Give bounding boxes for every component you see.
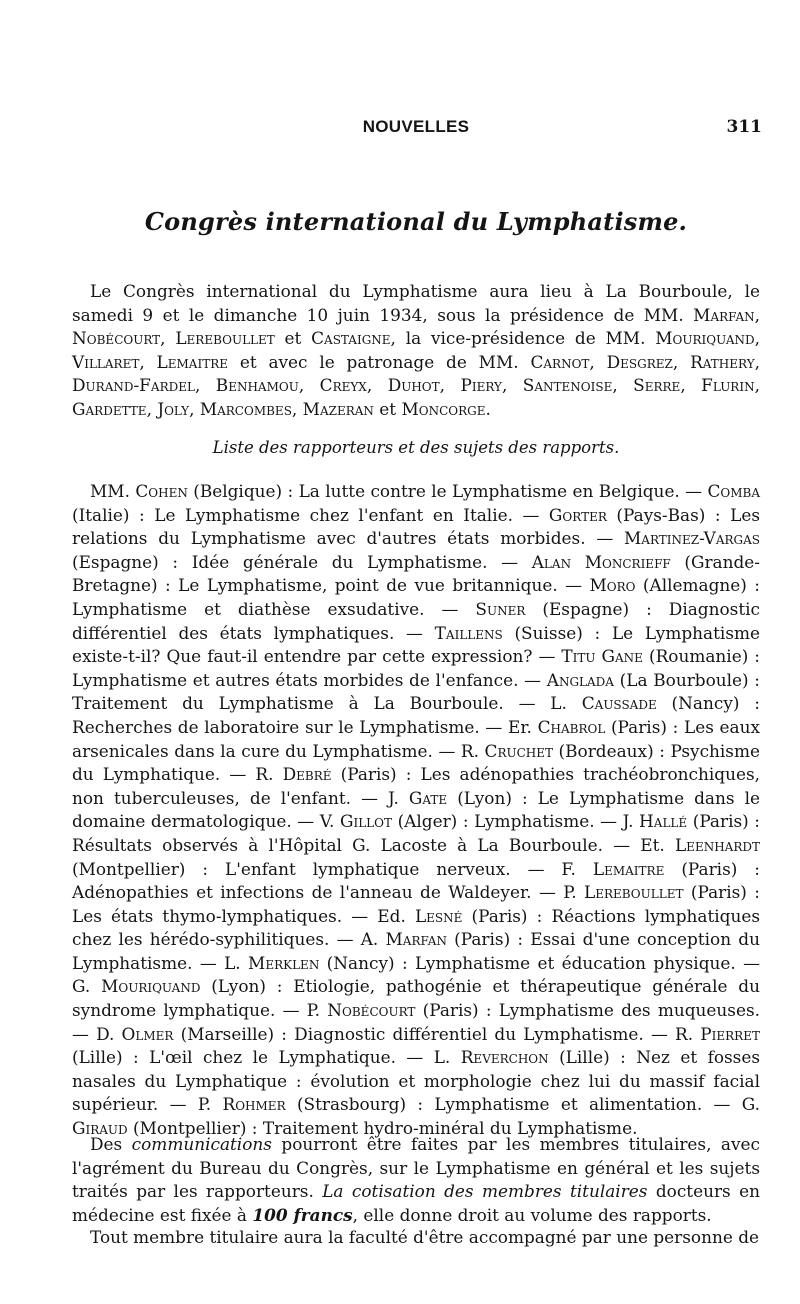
- person-name: Moro: [589, 575, 636, 596]
- person-name: Debré: [282, 764, 332, 785]
- person-name: Cruchet: [484, 740, 553, 761]
- running-title: NOUVELLES: [362, 117, 470, 136]
- person-name: Alan Moncrieff: [531, 551, 671, 572]
- person-name: Lemaitre: [592, 858, 665, 879]
- person-name: Gorter: [548, 504, 607, 525]
- person-name: Creyx: [319, 375, 367, 396]
- person-name: Olmer: [121, 1023, 174, 1044]
- person-name: Marfan: [693, 304, 755, 325]
- person-name: Anglada: [546, 669, 614, 690]
- intro-paragraph: Le Congrès international du Lymphatisme aura lieu à La Bourboule, le samedi 9 et le dimanche 10 juin 1934, sous la présidence de MM. Marfan, Nobécourt, Lereboullet et Castaigne, la vice-présidence de MM. Mouriquand, Villaret, Lemaitre et avec le patronage de MM. Carnot, Desgrez, Rathery, Durand-Fardel, Benhamou, Creyx, Duhot, Piery, Santenoise, Serre, Flurin, Gardette, Joly, Marcombes, Mazeran et Moncorge.: [72, 281, 760, 419]
- person-name: Giraud: [72, 1118, 128, 1139]
- person-name: Nobécourt: [327, 1000, 416, 1021]
- person-name: Cohen: [135, 481, 188, 501]
- person-name: Flurin: [701, 375, 755, 396]
- person-name: Gillot: [339, 811, 392, 832]
- person-name: Desgrez: [606, 351, 673, 372]
- person-name: Chabrol: [537, 716, 606, 737]
- person-name: Joly: [157, 398, 190, 419]
- emphasized-text: 100 francs: [252, 1204, 353, 1225]
- person-name: Leenhardt: [674, 834, 760, 855]
- person-name: Titu Gane: [561, 646, 643, 667]
- person-name: Villaret: [72, 351, 140, 372]
- person-name: Castaigne: [311, 328, 391, 349]
- person-name: Rohmer: [222, 1094, 286, 1115]
- person-name: Piery: [460, 375, 502, 396]
- person-name: Benhamou: [215, 375, 299, 396]
- person-name: Merklen: [248, 952, 320, 973]
- person-name: Caussade: [581, 693, 657, 714]
- person-name: Duhot: [387, 375, 440, 396]
- person-name: Taillens: [434, 622, 503, 643]
- emphasized-text: La cotisation des membres titulaires: [322, 1181, 648, 1202]
- person-name: Suner: [475, 598, 526, 619]
- person-name: Reverchon: [460, 1047, 549, 1068]
- person-name: Marfan: [385, 929, 447, 950]
- person-name: Marcombes: [199, 398, 292, 419]
- person-name: Durand-Fardel: [72, 375, 195, 396]
- rapporteurs-heading: Liste des rapporteurs et des sujets des rapports.: [212, 438, 620, 457]
- person-name: Mazeran: [302, 398, 374, 419]
- person-name: Rathery: [690, 351, 755, 372]
- person-name: Santenoise: [522, 375, 613, 396]
- emphasized-text: communications: [131, 1134, 272, 1154]
- person-name: Moncorge: [401, 398, 486, 419]
- rapporteurs-list-paragraph: MM. Cohen (Belgique) : La lutte contre le Lymphatisme en Belgique. — Comba (Italie) : Le Lymphatisme chez l'enfant en Italie. — Gorter (Pays-Bas) : Les relations du Lymphatisme avec d'autres états morbides. — Martinez-Vargas (Espagne) : Idée générale du Lymphatisme. — Alan Moncrieff (Grande-Bretagne) : Le Lymphatisme, point de vue britannique. — Moro (Allemagne) : Lymphatisme et diathèse exsudative. — Suner (Espagne) : Diagnostic différentiel des états lymphatiques. — Taillens (Suisse) : Le Lymphatisme existe-t-il? Que faut-il entendre par cette expression? — Titu Gane (Roumanie) : Lymphatisme et autres états morbides de l'enfance. — Anglada (La Bourboule) : Traitement du Lymphatisme à La Bourboule. — L. Caussade (Nancy) : Recherches de laboratoire sur le Lymphatisme. — Er. Chabrol (Paris) : Les eaux arsenicales dans la cure du Lymphatisme. — R. Cruchet (Bordeaux) : Psychisme du Lymphatique. — R. Debré (Paris) : Les adénopathies trachéobronchiques, non tuberculeuses, de l'enfant. — J. Gate (Lyon) : Le Lymphatisme dans le domaine dermatologique. — V. Gillot (Alger) : Lymphatisme. — J. Hallé (Paris) : Résultats observés à l'Hôpital G. Lacoste à La Bourboule. — Et. Leenhardt (Montpellier) : L'enfant lymphatique nerveux. — F. Lemaitre (Paris) : Adénopathies et infections de l'anneau de Waldeyer. — P. Lereboullet (Paris) : Les états thymo-lymphatiques. — Ed. Lesné (Paris) : Réactions lymphatiques chez les hérédo-syphilitiques. — A. Marfan (Paris) : Essai d'une conception du Lymphatisme. — L. Merklen (Nancy) : Lymphatisme et éducation physique. — G. Mouriquand (Lyon) : Etiologie, pathogénie et thérapeutique générale du syndrome lymphatique. — P. Nobécourt (Paris) : Lymphatisme des muqueuses. — D. Olmer (Marseille) : Diagnostic différentiel du Lymphatisme. — R. Pierret (Lille) : L'œil chez le Lymphatique. — L. Reverchon (Lille) : Nez et fosses nasales du Lymphatique : évolution et morphologie chez lui du massif facial supérieur. — P. Rohmer (Strasbourg) : Lymphatisme et alimentation. — G. Giraud (Montpellier) : Traitement hydro-minéral du Lymphatisme.: [72, 481, 761, 1139]
- person-name: Lemaitre: [156, 351, 229, 372]
- person-name: Lereboullet: [584, 882, 684, 903]
- person-name: Martinez-Vargas: [624, 528, 760, 549]
- person-name: Lereboullet: [175, 328, 275, 349]
- person-name: Mouriquand: [655, 328, 755, 349]
- person-name: Nobécourt: [72, 328, 161, 349]
- person-name: Comba: [707, 481, 760, 501]
- article-title: Congrès international du Lymphatisme.: [144, 207, 688, 236]
- communications-paragraph: Des communications pourront être faites par les membres titulaires, avec l'agrément du Bureau du Congrès, sur le Lymphatisme en général et les sujets traités par les rapporteurs. La cotisation des membres titulaires docteurs en médecine est fixée à 100 francs, elle donne droit au volume des rapports.: [72, 1134, 760, 1225]
- person-name: Pierret: [700, 1023, 760, 1044]
- person-name: Gate: [408, 787, 448, 808]
- person-name: Carnot: [530, 351, 590, 372]
- last-line-paragraph: Tout membre titulaire aura la faculté d'être accompagné par une personne de: [90, 1227, 760, 1247]
- person-name: Lesné: [414, 905, 463, 926]
- page-number: 311: [726, 117, 762, 137]
- person-name: Gardette: [72, 398, 147, 419]
- person-name: Serre: [633, 375, 681, 396]
- person-name: Mouriquand: [101, 976, 201, 997]
- person-name: Hallé: [639, 811, 688, 832]
- page-header: [72, 117, 760, 145]
